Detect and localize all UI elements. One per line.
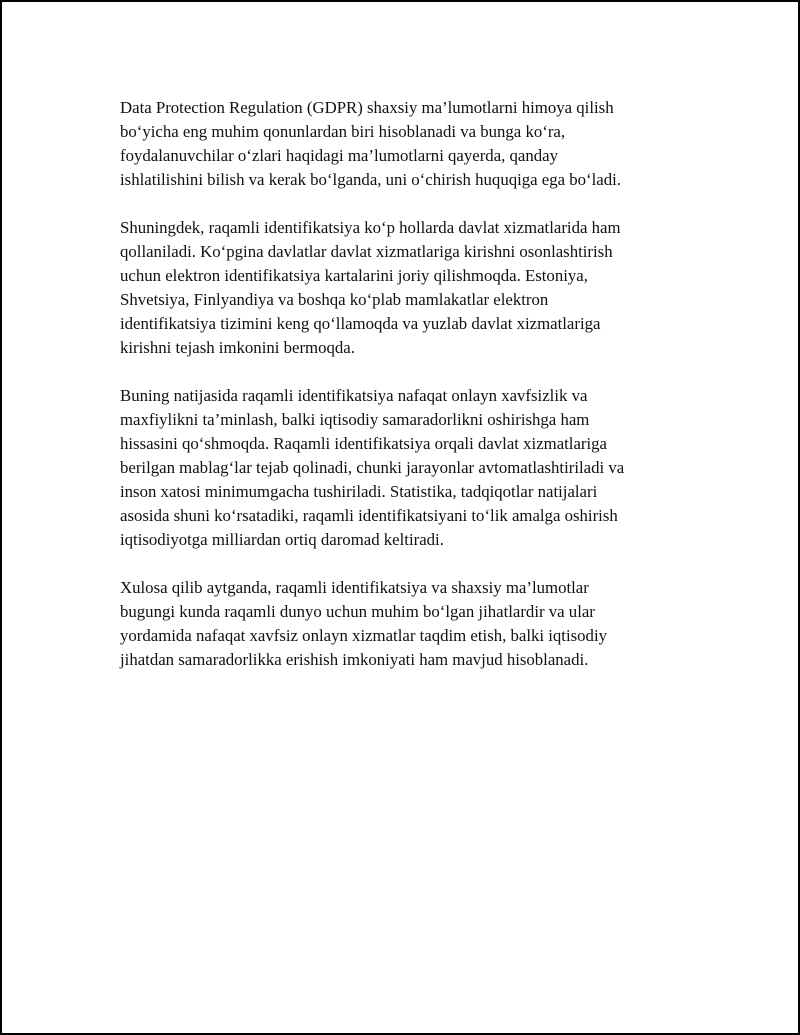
text-line: jihatdan samaradorlikka erishish imkoniyati ham mavjud hisoblanadi.: [120, 650, 589, 669]
paragraph-4: [120, 576, 688, 672]
paragraph-3: [120, 384, 688, 552]
text-line: Shvetsiya, Finlyandiya va boshqa ko‘plab mamlakatlar elektron: [120, 290, 549, 309]
text-line: bugungi kunda raqamli dunyo uchun muhim bo‘lgan jihatlardir va ular: [120, 602, 595, 621]
text-line: inson xatosi minimumgacha tushiriladi. Statistika, tadqiqotlar natijalari: [120, 482, 598, 501]
text-line: berilgan mablag‘lar tejab qolinadi, chunki jarayonlar avtomatlashtiriladi va: [120, 458, 625, 477]
paragraph-2: [120, 216, 688, 360]
text-line: Data Protection Regulation (GDPR) shaxsiy ma’lumotlarni himoya qilish: [120, 98, 614, 117]
text-line: Buning natijasida raqamli identifikatsiya nafaqat onlayn xavfsizlik va: [120, 386, 588, 405]
text-line: kirishni tejash imkonini bermoqda.: [120, 338, 355, 357]
text-line: identifikatsiya tizimini keng qo‘llamoqda va yuzlab davlat xizmatlariga: [120, 314, 601, 333]
text-line: maxfiylikni ta’minlash, balki iqtisodiy samaradorlikni oshirishga ham: [120, 410, 590, 429]
paragraph-1: [120, 96, 688, 192]
text-line: Shuningdek, raqamli identifikatsiya ko‘p hollarda davlat xizmatlarida ham: [120, 218, 621, 237]
text-line: asosida shuni ko‘rsatadiki, raqamli identifikatsiyani to‘lik amalga oshirish: [120, 506, 618, 525]
text-line: foydalanuvchilar o‘zlari haqidagi ma’lumotlarni qayerda, qanday: [120, 146, 559, 165]
text-line: Xulosa qilib aytganda, raqamli identifikatsiya va shaxsiy ma’lumotlar: [120, 578, 589, 597]
text-line: uchun elektron identifikatsiya kartalarini joriy qilishmoqda. Estoniya,: [120, 266, 588, 285]
text-line: iqtisodiyotga milliardan ortiq daromad keltiradi.: [120, 530, 444, 549]
text-line: ishlatilishini bilish va kerak bo‘lganda, uni o‘chirish huquqiga ega bo‘ladi.: [120, 170, 622, 189]
text-line: yordamida nafaqat xavfsiz onlayn xizmatlar taqdim etish, balki iqtisodiy: [120, 626, 607, 645]
text-line: bo‘yicha eng muhim qonunlardan biri hisoblanadi va bunga ko‘ra,: [120, 122, 566, 141]
document-body: [120, 96, 688, 696]
text-line: qollaniladi. Ko‘pgina davlatlar davlat xizmatlariga kirishni osonlashtirish: [120, 242, 613, 261]
text-line: hissasini qo‘shmoqda. Raqamli identifikatsiya orqali davlat xizmatlariga: [120, 434, 608, 453]
